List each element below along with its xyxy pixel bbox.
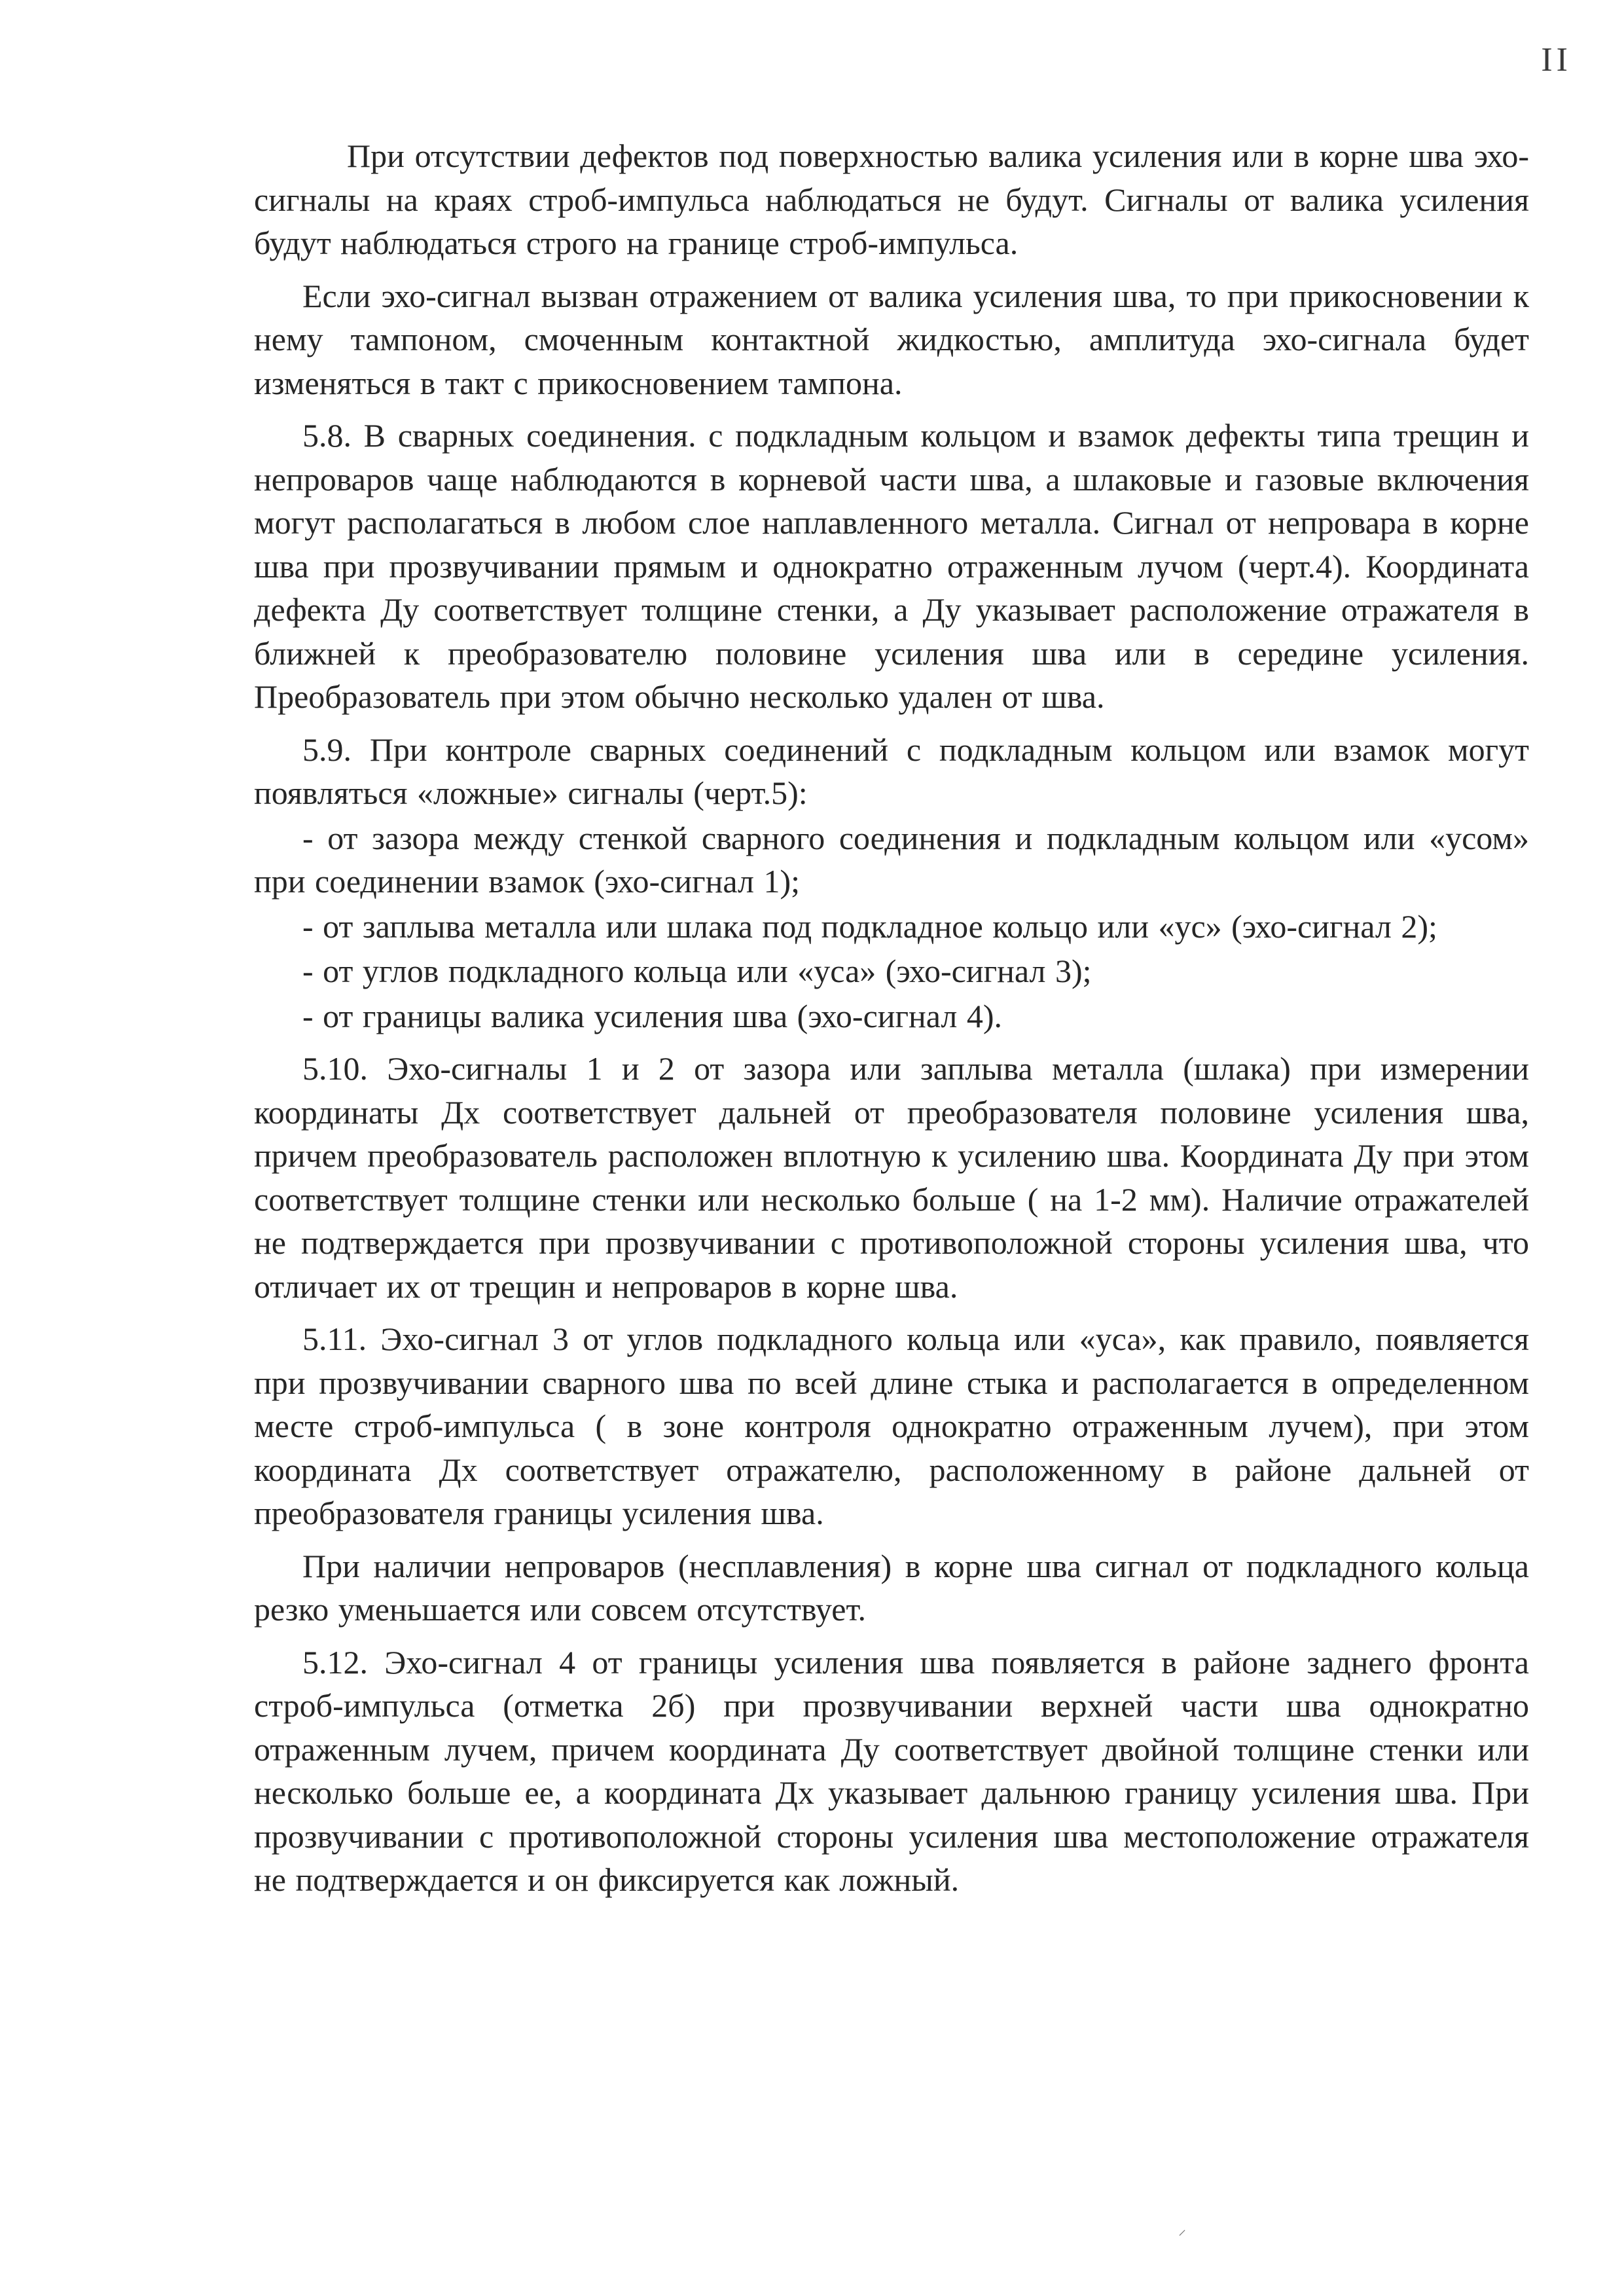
document-body [254,134,1529,1911]
scan-mark: ⸝ [1178,2221,1186,2238]
paragraph-tampon-check: Если эхо-сигнал вызван отражением от валика усиления шва, то при прикосновении к нему тампоном, смоченным контактной жидкостью, амплитуда эхо-сигнала будет изменяться в такт с прикосновением тампона. [254,277,1529,401]
list-item-echo-1: - от зазора между стенкой сварного соединения и подкладным кольцом или «усом» при соединении взамок (эхо-сигнал 1); [254,819,1529,900]
list-item-echo-2: - от заплыва металла или шлака под подкладное кольцо или «ус» (эхо-сигнал 2); [302,907,1437,945]
paragraph-5-10: 5.10. Эхо-сигналы 1 и 2 от зазора или заплыва металла (шлака) при измерении координаты Дх соответствует дальней от преобразователя половине усиления шва, причем преобразователь расположен вплотную к усилению шва. Координата Ду при этом соответствует толщине стенки или несколько больше ( на 1-2 мм). Наличие отражателей не подтверждается при прозвучивании с противоположной стороны усиления шва, что отличает их от трещин и непроваров в корне шва. [254,1050,1529,1305]
paragraph-5-12: 5.12. Эхо-сигнал 4 от границы усиления шва появляется в районе заднего фронта строб-импульса (отметка 2б) при прозвучивании верхней части шва однократно отраженным лучем, причем координата Ду соответствует двойной толщине стенки или несколько больше ее, а координата Дх указывает дальнюю границу усиления шва. При прозвучивании с противоположной стороны усиления шва местоположение отражателя не подтверждается и он фиксируется как ложный. [254,1643,1529,1898]
paragraph-incomplete-fusion: При наличии непроваров (несплавления) в корне шва сигнал от подкладного кольца резко уменьшается или совсем отсутствует. [254,1547,1529,1628]
list-item-echo-4: - от границы валика усиления шва (эхо-сигнал 4). [302,997,1003,1034]
paragraph-5-11: 5.11. Эхо-сигнал 3 от углов подкладного кольца или «уса», как правило, появляется при прозвучивании сварного шва по всей длине стыка и располагается в определенном месте строб-импульса ( в зоне контроля однократно отраженным лучем), при этом координата Дх соответствует отражателю, расположенному в районе дальней от преобразователя границы усиления шва. [254,1321,1529,1531]
paragraph-no-defects: При отсутствии дефектов под поверхностью валика усиления или в корне шва эхо-сигналы на краях строб-импульса наблюдаться не будут. Сигналы от валика усиления будут наблюдаться строго на границе строб-импульса. [254,137,1529,261]
page-number: II [1541,41,1572,79]
paragraph-5-9: 5.9. При контроле сварных соединений с подкладным кольцом или взамок могут появляться «ложные» сигналы (черт.5): [254,731,1529,811]
list-item-echo-3: - от углов подкладного кольца или «уса» (эхо-сигнал 3); [302,953,1092,989]
paragraph-5-8: 5.8. В сварных соединения. с подкладным кольцом и взамок дефекты типа трещин и непроваров чаще наблюдаются в корневой части шва, а шлаковые и газовые включения могут располагаться в любом слое наплавленного металла. Сигнал от непровара в корне шва при прозвучивании прямым и однократно отраженным лучом (черт.4). Координата дефекта Ду соответствует толщине стенки, а Ду указывает расположение отражателя в ближней к преобразователю половине усиления шва или в середине усиления. Преобразователь при этом обычно несколько удален от шва. [254,417,1529,715]
